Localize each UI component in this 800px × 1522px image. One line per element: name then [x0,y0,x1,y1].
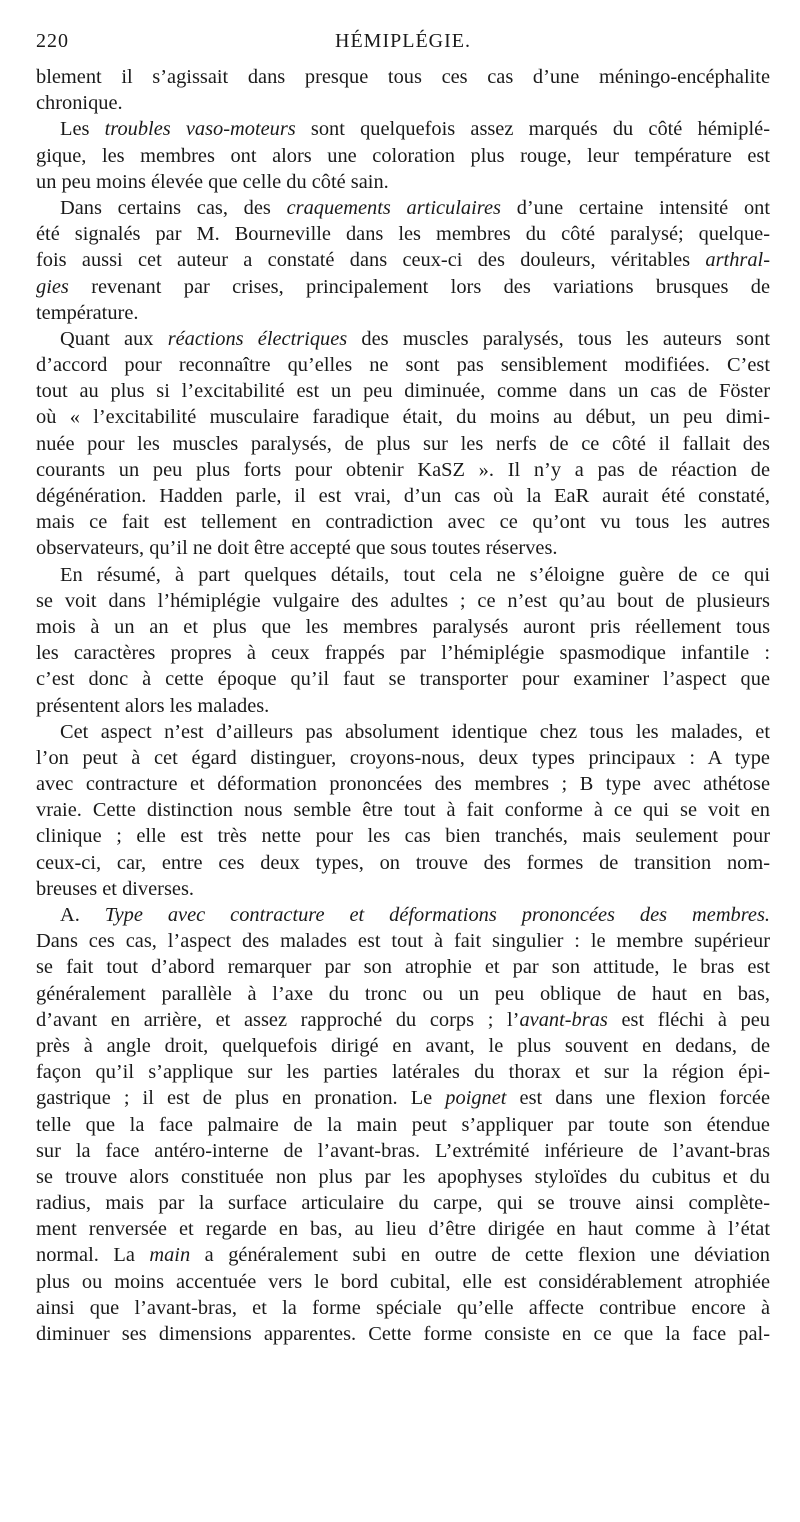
text-line: vraie. Cette distinction nous semble être tout à fait conforme à ce qui se voit en [36,799,770,822]
text-line: gastrique ; il est de plus en pronation. Le poignet est dans une flexion forcée [36,1087,770,1110]
text-line: blement il s’agissait dans presque tous ces cas d’une méningo-encéphalite [36,66,770,88]
text-line: se voit dans l’hémiplégie vulgaire des adultes ; ce n’est qu’au bout de plusieurs [36,589,770,612]
text-line: d’accord pour reconnaître qu’elles ne sont pas sensiblement modifiées. C’est [36,354,770,377]
text-line: observateurs, qu’il ne doit être accepté que sous toutes réserves. [36,537,558,560]
text-line: sur la face antéro-interne de l’avant-bras. L’extrémité inférieure de l’avant-bras [36,1139,770,1162]
text-line: avec contracture et déformation prononcées des membres ; B type avec athétose [36,773,770,796]
text-line: ceux-ci, car, entre ces deux types, on trouve des formes de transition nom- [36,851,770,874]
text-line: mois à un an et plus que les membres paralysés auront pris réellement tous [36,615,770,638]
text-line: fois aussi cet auteur a constaté dans ceux-ci des douleurs, véritables arthral- [36,249,770,272]
text-line: ainsi que l’avant-bras, et la forme spéciale qu’elle affecte contribue encore à [36,1296,770,1319]
text-line: plus ou moins accentuée vers le bord cubital, elle est considérablement atrophiée [36,1270,770,1293]
text-line: un peu moins élevée que celle du côté sain. [36,170,389,193]
text-line: Les troubles vaso-moteurs sont quelquefois assez marqués du côté hémiplé- [60,118,771,141]
text-line: été signalés par M. Bourneville dans les membres du côté paralysé; quelque- [36,223,770,246]
page-header [36,30,770,60]
text-line: Quant aux réactions électriques des muscles paralysés, tous les auteurs sont [60,327,770,350]
text-line: normal. La main a généralement subi en outre de cette flexion une déviation [36,1244,771,1267]
text-line: En résumé, à part quelques détails, tout cela ne s’éloigne guère de ce qui [60,563,770,586]
text-line: clinique ; elle est très nette pour les cas bien tranchés, mais seulement pour [36,825,770,848]
text-line: chronique. [36,92,123,115]
text-line: A. Type avec contracture et déformations prononcées des membres. [60,904,770,926]
text-line: Dans ces cas, l’aspect des malades est tout à fait singulier : le membre supérieur [36,930,770,953]
text-line: gique, les membres ont alors une coloration plus rouge, leur température est [36,144,770,167]
text-line: nuée pour les muscles paralysés, de plus sur les nerfs de ce côté il fallait des [36,432,770,455]
text-line: Dans certains cas, des craquements articulaires d’une certaine intensité ont [60,196,771,219]
text-line: breuses et diverses. [36,877,194,900]
text-line: façon qu’il s’applique sur les parties latérales du thorax et sur la région épi- [36,1061,770,1084]
text-line: où « l’excitabilité musculaire faradique était, du moins au début, un peu dimi- [36,406,770,429]
text-line: diminuer ses dimensions apparentes. Cette forme consiste en ce que la face pal- [36,1323,770,1345]
text-line: l’on peut à cet égard distinguer, croyons-nous, deux types principaux : A type [36,746,770,769]
text-line: mais ce fait est tellement en contradiction avec ce qu’ont vu tous les autres [36,511,770,534]
text-line: c’est donc à cette époque qu’il faut se transporter pour examiner l’aspect que [36,668,770,691]
text-line: telle que la face palmaire de la main peut s’appliquer par toute son étendue [36,1113,770,1136]
text-line: généralement parallèle à l’axe du tronc ou un peu oblique de haut en bas, [36,982,770,1005]
text-line: tout au plus si l’excitabilité est un peu diminuée, comme dans un cas de Föster [36,380,770,403]
body-text [36,64,770,1347]
text-line: se trouve alors constituée non plus par les apophyses styloïdes du cubitus et du [36,1165,770,1188]
running-title: HÉMIPLÉGIE. [335,30,471,52]
text-line: dégénération. Hadden parle, il est vrai, d’un cas où la EaR aurait été constaté, [36,485,770,507]
text-line: se fait tout d’abord remarquer par son atrophie et par son attitude, le bras est [36,956,770,979]
text-line: près à angle droit, quelquefois dirigé en avant, le plus souvent en dedans, de [36,1034,770,1057]
text-line: présentent alors les malades. [36,694,270,717]
text-line: gies revenant par crises, principalement lors des variations brusques de [36,275,770,298]
text-line: d’avant en arrière, et assez rapproché du corps ; l’avant-bras est fléchi à peu [36,1008,770,1031]
text-line: courants un peu plus forts pour obtenir KaSZ ». Il n’y a pas de réaction de [36,458,770,481]
text-line: ment renversée et regarde en bas, au lieu d’être dirigée en haut comme à l’état [36,1218,770,1241]
text-line: température. [36,301,139,324]
text-line: radius, mais par la surface articulaire du carpe, qui se trouve ainsi complète- [36,1192,770,1215]
text-line: Cet aspect n’est d’ailleurs pas absolument identique chez tous les malades, et [60,720,770,743]
page-number: 220 [36,30,69,52]
text-line: les caractères propres à ceux frappés par l’hémiplégie spasmodique infantile : [36,642,770,665]
